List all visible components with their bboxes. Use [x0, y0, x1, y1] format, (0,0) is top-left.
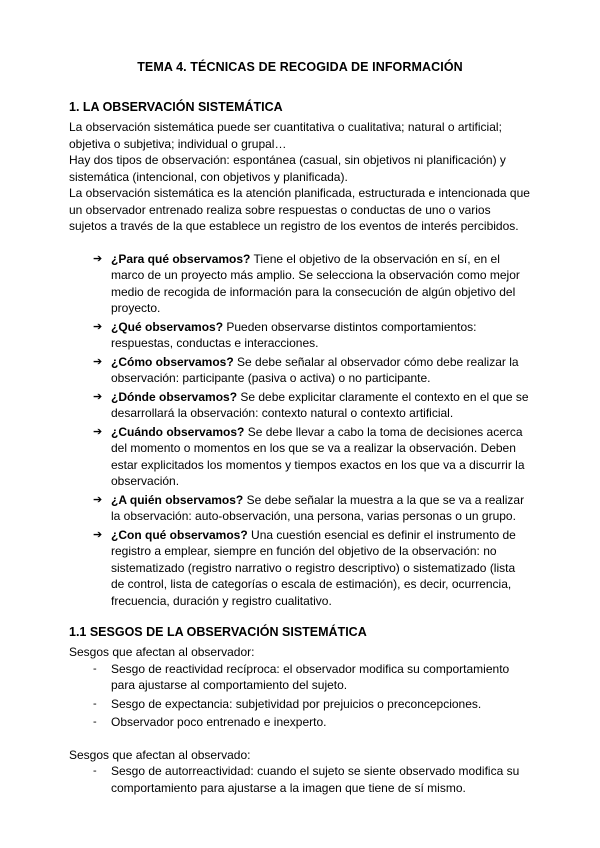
list-item	[69, 492, 531, 525]
arrow-bullet-icon: ➔	[93, 528, 103, 541]
question-label: ¿Con qué observamos?	[111, 527, 248, 542]
arrow-bullet-icon: ➔	[93, 493, 103, 506]
list-item	[69, 696, 531, 713]
bias-text: Sesgo de reactividad recíproca: el observador modifica su comportamiento para ajustarse al comportamiento del sujeto.	[111, 661, 510, 692]
paragraph-definition: La observación sistemática es la atención planificada, estructurada e intencionada que un observador entrenado realiza sobre respuestas o conductas de uno o varios sujetos a través de la que establece un registro de los eventos de interés percibidos.	[69, 186, 530, 233]
observed-biases-intro: Sesgos que afectan al observado:	[69, 747, 251, 762]
observer-biases-list	[69, 661, 531, 731]
question-text	[111, 251, 531, 317]
list-item	[69, 354, 531, 387]
list-item	[69, 319, 531, 352]
question-label: ¿A quién observamos?	[111, 492, 244, 507]
question-label: ¿Dónde observamos?	[111, 389, 238, 404]
question-text	[111, 492, 531, 525]
arrow-bullet-icon: ➔	[93, 320, 103, 333]
question-label: ¿Cómo observamos?	[111, 354, 234, 369]
list-item	[69, 661, 531, 694]
question-text	[111, 424, 531, 490]
dash-bullet-icon: -	[93, 765, 97, 777]
questions-list	[69, 251, 531, 610]
list-item	[69, 763, 531, 796]
arrow-bullet-icon: ➔	[93, 425, 103, 438]
observed-biases-list	[69, 763, 531, 796]
dash-bullet-icon: -	[93, 716, 97, 728]
question-answer: Se debe explicitar claramente el contexto en el que se desarrollará la observación: contexto natural o contexto artificial.	[111, 389, 529, 420]
question-answer: Se debe señalar la muestra a la que se va a realizar la observación: auto-observación, una persona, varias personas o un grupo.	[111, 492, 525, 523]
question-answer: Pueden observarse distintos comportamientos: respuestas, conductas e interacciones.	[111, 319, 477, 350]
section-1-heading: 1. LA OBSERVACIÓN SISTEMÁTICA	[69, 100, 283, 114]
list-item	[69, 527, 531, 610]
bias-text: Sesgo de expectancia: subjetividad por prejuicios o preconcepciones.	[111, 696, 482, 711]
document-title: TEMA 4. TÉCNICAS DE RECOGIDA DE INFORMACIÓN	[137, 60, 463, 74]
question-label: ¿Qué observamos?	[111, 319, 224, 334]
question-answer: Se debe señalar al observador cómo debe realizar la observación: participante (pasiva o activa) o no participante.	[111, 354, 519, 385]
question-label: ¿Para qué observamos?	[111, 251, 251, 266]
dash-bullet-icon: -	[93, 662, 97, 675]
question-text	[111, 389, 531, 422]
list-item	[69, 714, 531, 731]
question-text	[111, 319, 531, 352]
question-answer: Se debe llevar a cabo la toma de decisiones acerca del momento o momentos en los que se va a realizar la observación. Deben estar explicitados los momentos y tiempos exactos en los que va a discurrir la observación.	[111, 424, 525, 488]
section-1-1-heading: 1.1 SESGOS DE LA OBSERVACIÓN SISTEMÁTICA	[69, 625, 367, 639]
paragraph-observation-types: La observación sistemática puede ser cuantitativa o cualitativa; natural o artificial; objetiva o subjetiva; individual o grupal…	[69, 120, 502, 151]
bias-text: Observador poco entrenado e inexperto.	[111, 715, 327, 729]
question-answer: Una cuestión esencial es definir el instrumento de registro a emplear, siempre en función del objetivo de la observación: no sistematizado (registro narrativo o registro descriptivo) o sistematizado (lista de control, lista de categorías o escala de estimación), es decir, ocurrencia, frecuencia, duración y registro cualitativo.	[111, 527, 516, 608]
question-text	[111, 527, 531, 610]
list-item	[69, 251, 531, 317]
arrow-bullet-icon: ➔	[93, 252, 103, 265]
question-label: ¿Cuándo observamos?	[111, 424, 245, 439]
list-item	[69, 389, 531, 422]
question-text	[111, 354, 531, 387]
observer-biases-intro: Sesgos que afectan al observador:	[69, 645, 255, 659]
paragraph-two-types: Hay dos tipos de observación: espontánea (casual, sin objetivos ni planificación) y sistemática (intencional, con objetivos y planificada).	[69, 153, 506, 184]
bias-text: Sesgo de autorreactividad: cuando el sujeto se siente observado modifica su comportamiento para ajustarse a la imagen que tiene de sí mismo.	[111, 764, 520, 795]
dash-bullet-icon: -	[93, 697, 97, 710]
arrow-bullet-icon: ➔	[93, 355, 103, 368]
question-answer: Tiene el objetivo de la observación en sí, en el marco de un proyecto más amplio. Se selecciona la observación como mejor medio de recogida de información para la consecución de algún objetivo del proyecto.	[111, 251, 520, 315]
arrow-bullet-icon: ➔	[93, 390, 103, 403]
list-item	[69, 424, 531, 490]
